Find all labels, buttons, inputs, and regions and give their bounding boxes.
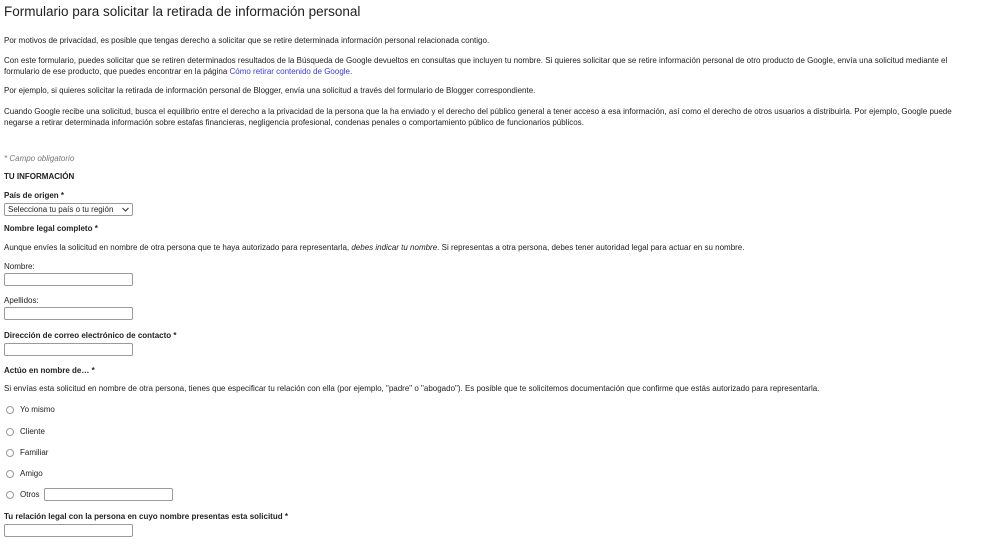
radio-label: Yo mismo <box>20 405 55 414</box>
remove-content-link[interactable]: Cómo retirar contenido de Google <box>229 67 350 76</box>
radio-label: Otros <box>20 490 40 499</box>
radio-circle[interactable] <box>6 428 14 436</box>
acting-help-text: Si envías esta solicitud en nombre de otra persona, tienes que especificar tu relación con ella (por ejemplo, "padre" o "abogado"). Es posible que te solicitemos documentación que confirme que estás autorizado para representarla. <box>4 384 820 393</box>
required-asterisk: * <box>58 191 65 200</box>
radio-circle[interactable] <box>6 491 14 499</box>
legal-relationship-label <box>4 512 288 521</box>
acting-on-behalf-label <box>4 366 95 375</box>
legal-relationship-input[interactable] <box>4 524 133 537</box>
radio-option-client[interactable] <box>6 427 45 436</box>
required-asterisk: * <box>282 512 288 521</box>
country-select[interactable] <box>4 203 133 216</box>
legal-name-help-emphasis: debes indicar tu nombre <box>351 243 438 252</box>
radio-circle[interactable] <box>6 470 14 478</box>
radio-circle[interactable] <box>6 449 14 457</box>
balance-paragraph: Cuando Google recibe una solicitud, busca el equilibrio entre el derecho a la privacidad de la persona que la ha enviado y el derecho del público general a tener acceso a esa información, así como el derecho de otros usuarios a distribuirla. Por ejemplo, Google puede negarse a retirar determinada información sobre estafas financieras, negligencia profesional, condenas penales o comportamiento público de funcionarios públicos. <box>4 107 952 127</box>
page-title: Formulario para solicitar la retirada de información personal <box>4 4 361 19</box>
legal-name-help-a: Aunque envíes la solicitud en nombre de otra persona que te haya autorizado para representarla, <box>4 243 352 252</box>
radio-label: Amigo <box>20 469 43 478</box>
legal-name-help <box>4 243 744 252</box>
required-note: * Campo obligatorio <box>4 154 75 163</box>
radio-circle[interactable] <box>6 406 14 414</box>
email-label-text: Dirección de correo electrónico de contacto <box>4 331 172 340</box>
section-title: TU INFORMACIÓN <box>4 172 75 181</box>
example-paragraph: Por ejemplo, si quieres solicitar la retirada de información personal de Blogger, envía una solicitud a través del formulario de Blogger correspondiente. <box>4 86 536 95</box>
email-label <box>4 331 177 340</box>
radio-option-other[interactable] <box>6 490 40 499</box>
legal-name-label-text: Nombre legal completo <box>4 224 93 233</box>
first-name-input[interactable] <box>4 273 133 286</box>
email-input[interactable] <box>4 343 133 356</box>
required-asterisk: * <box>89 366 95 375</box>
description-paragraph <box>4 55 979 77</box>
first-name-label: Nombre: <box>4 262 35 271</box>
required-asterisk: * <box>92 224 98 233</box>
last-name-input[interactable] <box>4 307 133 320</box>
radio-option-family[interactable] <box>6 448 48 457</box>
legal-relationship-label-text: Tu relación legal con la persona en cuyo nombre presentas esta solicitud <box>4 512 283 521</box>
chevron-down-icon <box>122 205 129 214</box>
description-text: Con este formulario, puedes solicitar que se retiren determinados resultados de la Búsqueda de Google devueltos en consultas que incluyen tu nombre. Si quieres solicitar que se retire información personal de otro producto de Google, envía una solicitud mediante el formulario de ese producto, que puedes encontrar en la página <box>4 56 948 76</box>
country-label-text: País de origen <box>4 191 59 200</box>
acting-label-text: Actúo en nombre de… <box>4 366 90 375</box>
legal-name-help-b: . Si representas a otra persona, debes tener autoridad legal para actuar en su nombre. <box>437 243 745 252</box>
description-end: . <box>350 67 353 76</box>
radio-option-friend[interactable] <box>6 469 43 478</box>
last-name-label: Apellidos: <box>4 296 39 305</box>
radio-label: Familiar <box>20 448 49 457</box>
country-label <box>4 191 64 200</box>
required-asterisk: * <box>171 331 177 340</box>
radio-option-self[interactable] <box>6 405 55 414</box>
country-select-value: Selecciona tu país o tu región <box>8 205 114 214</box>
legal-name-label <box>4 224 98 233</box>
intro-text: Por motivos de privacidad, es posible que tengas derecho a solicitar que se retire determinada información personal relacionada contigo. <box>4 36 490 45</box>
radio-label: Cliente <box>20 427 45 436</box>
other-relationship-input[interactable] <box>44 488 173 501</box>
